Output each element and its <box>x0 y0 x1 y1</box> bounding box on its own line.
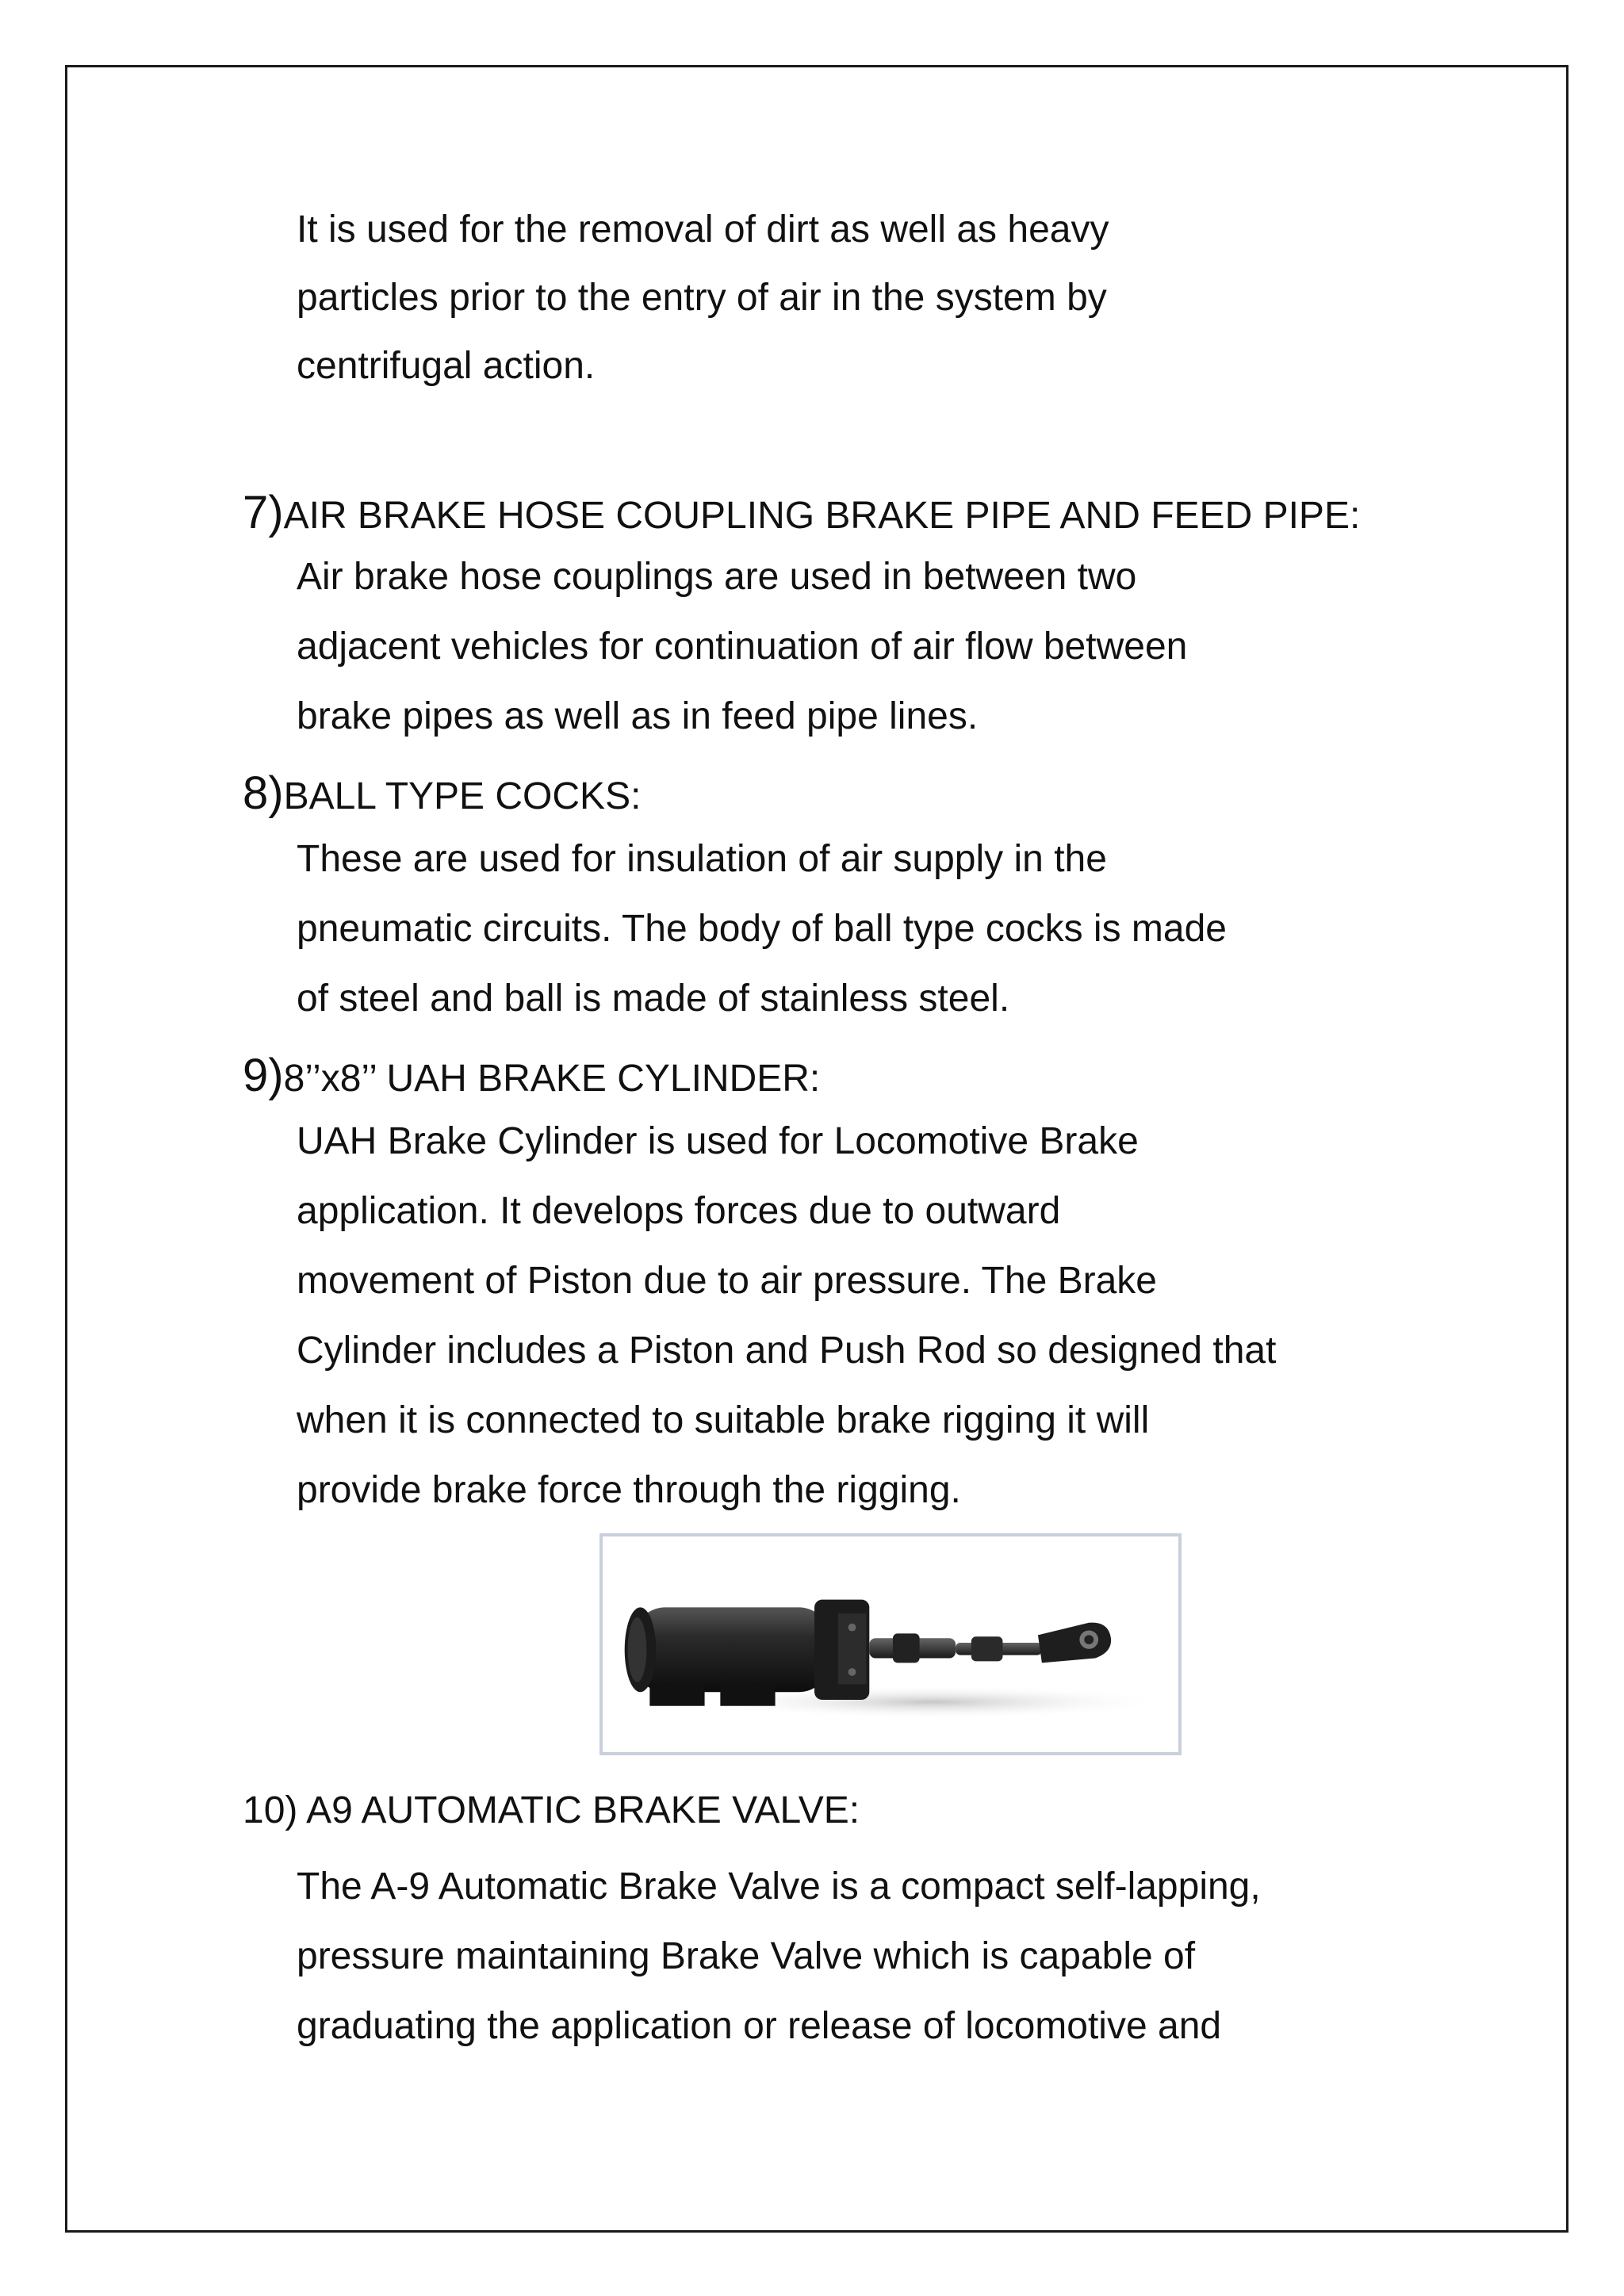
intro-line: centrifugal action. <box>297 345 596 387</box>
section-title: 8’’x8’’ UAH BRAKE CYLINDER: <box>283 1058 821 1100</box>
section-title: AIR BRAKE HOSE COUPLING BRAKE PIPE AND FEED PIPE: <box>283 495 1361 537</box>
intro-line: It is used for the removal of dirt as well as heavy <box>297 209 1109 251</box>
section-number: 8) <box>243 767 284 819</box>
section-heading <box>243 1050 821 1101</box>
section-line: application. It develops forces due to outward <box>297 1190 1061 1232</box>
section-line: when it is connected to suitable brake rigging it will <box>297 1399 1150 1441</box>
section-line: brake pipes as well as in feed pipe lines. <box>297 695 979 737</box>
brake-cylinder-figure <box>599 1533 1182 1755</box>
section-line: The A-9 Automatic Brake Valve is a compact self-lapping, <box>297 1866 1261 1908</box>
section-heading <box>243 1789 860 1831</box>
section-heading <box>243 487 1361 538</box>
section-line: provide brake force through the rigging. <box>297 1469 961 1511</box>
section-number: 10) <box>243 1789 298 1831</box>
section-number: 9) <box>243 1050 284 1101</box>
section-title: BALL TYPE COCKS: <box>283 775 642 817</box>
section-number: 7) <box>243 487 284 538</box>
brake-cylinder-photo-icon <box>603 1536 1178 1752</box>
section-heading <box>243 767 642 819</box>
section-line: pneumatic circuits. The body of ball type cocks is made <box>297 908 1227 950</box>
section-title: A9 AUTOMATIC BRAKE VALVE: <box>306 1789 860 1831</box>
section-line: UAH Brake Cylinder is used for Locomotive Brake <box>297 1120 1139 1162</box>
section-line: Cylinder includes a Piston and Push Rod so designed that <box>297 1330 1277 1372</box>
section-line: adjacent vehicles for continuation of air flow between <box>297 626 1188 668</box>
section-line: of steel and ball is made of stainless steel. <box>297 978 1010 1020</box>
section-line: Air brake hose couplings are used in between two <box>297 556 1137 598</box>
section-line: movement of Piston due to air pressure. The Brake <box>297 1260 1157 1302</box>
intro-line: particles prior to the entry of air in the system by <box>297 277 1107 319</box>
section-line: pressure maintaining Brake Valve which is capable of <box>297 1935 1196 1977</box>
section-line: graduating the application or release of locomotive and <box>297 2005 1222 2047</box>
section-line: These are used for insulation of air supply in the <box>297 838 1107 880</box>
